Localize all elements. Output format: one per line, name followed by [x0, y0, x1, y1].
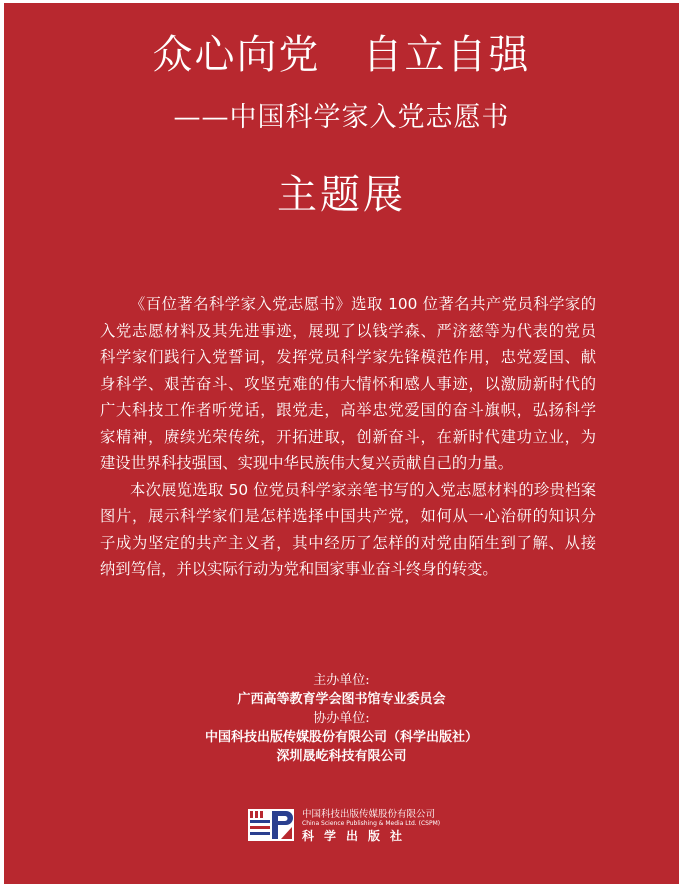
text-line: 《百位著名科学家入党志愿书》选取 100 位著名共产党员科学家的 [130, 295, 596, 313]
publisher-name-cn: 中国科技出版传媒股份有限公司 [302, 809, 436, 820]
intro-text [100, 291, 596, 583]
publisher-name-en: China Science Publishing & Media Ltd. (CSPM) [302, 820, 441, 827]
text-line: 建设世界科技强国、实现中华民族伟大复兴贡献自己的力量。 [100, 454, 514, 472]
co-organizer-label: 协办单位: [313, 711, 370, 726]
text-line: 广大科技工作者听党话，跟党走，高举忠党爱国的奋斗旗帜，弘扬科学 [100, 401, 596, 419]
poster-title: 众心向党 自立自强 [152, 32, 531, 78]
publisher-brand: 科学出版社 [302, 829, 413, 843]
organizer-label: 主办单位: [313, 673, 370, 688]
text-line: 本次展览选取 50 位党员科学家亲笔书写的入党志愿材料的珍贵档案 [130, 480, 596, 499]
co-organizer: 中国科技出版传媒股份有限公司（科学出版社） [204, 730, 478, 745]
text-line: 科学家们践行入党誓词，发挥党员科学家先锋模范作用，忠党爱国、献 [100, 348, 596, 366]
organizer: 广西高等教育学会图书馆专业委员会 [237, 692, 446, 707]
publisher-logo [248, 806, 440, 844]
exhibition-title: 主题展 [277, 172, 406, 218]
organizers [4, 671, 679, 766]
cspm-logo-icon [248, 809, 294, 841]
text-line: 纳到笃信，并以实际行动为党和国家事业奋斗终身的转变。 [100, 560, 498, 578]
co-organizer: 深圳晟屹科技有限公司 [276, 749, 407, 764]
text-line: 入党志愿材料及其先进事迹，展现了以钱学森、严济慈等为代表的党员 [100, 321, 596, 340]
poster [4, 3, 679, 884]
poster-subtitle: ——中国科学家入党志愿书 [173, 102, 510, 133]
text-line: 子成为坚定的共产主义者，其中经历了怎样的对党由陌生到了解、从接 [100, 533, 596, 552]
text-line: 家精神，赓续光荣传统，开拓进取，创新奋斗，在新时代建功立业，为 [100, 427, 596, 446]
text-line: 图片，展示科学家们是怎样选择中国共产党，如何从一心治研的知识分 [100, 507, 596, 525]
text-line: 身科学、艰苦奋斗、攻坚克难的伟大情怀和感人事迹，以激励新时代的 [100, 374, 596, 393]
